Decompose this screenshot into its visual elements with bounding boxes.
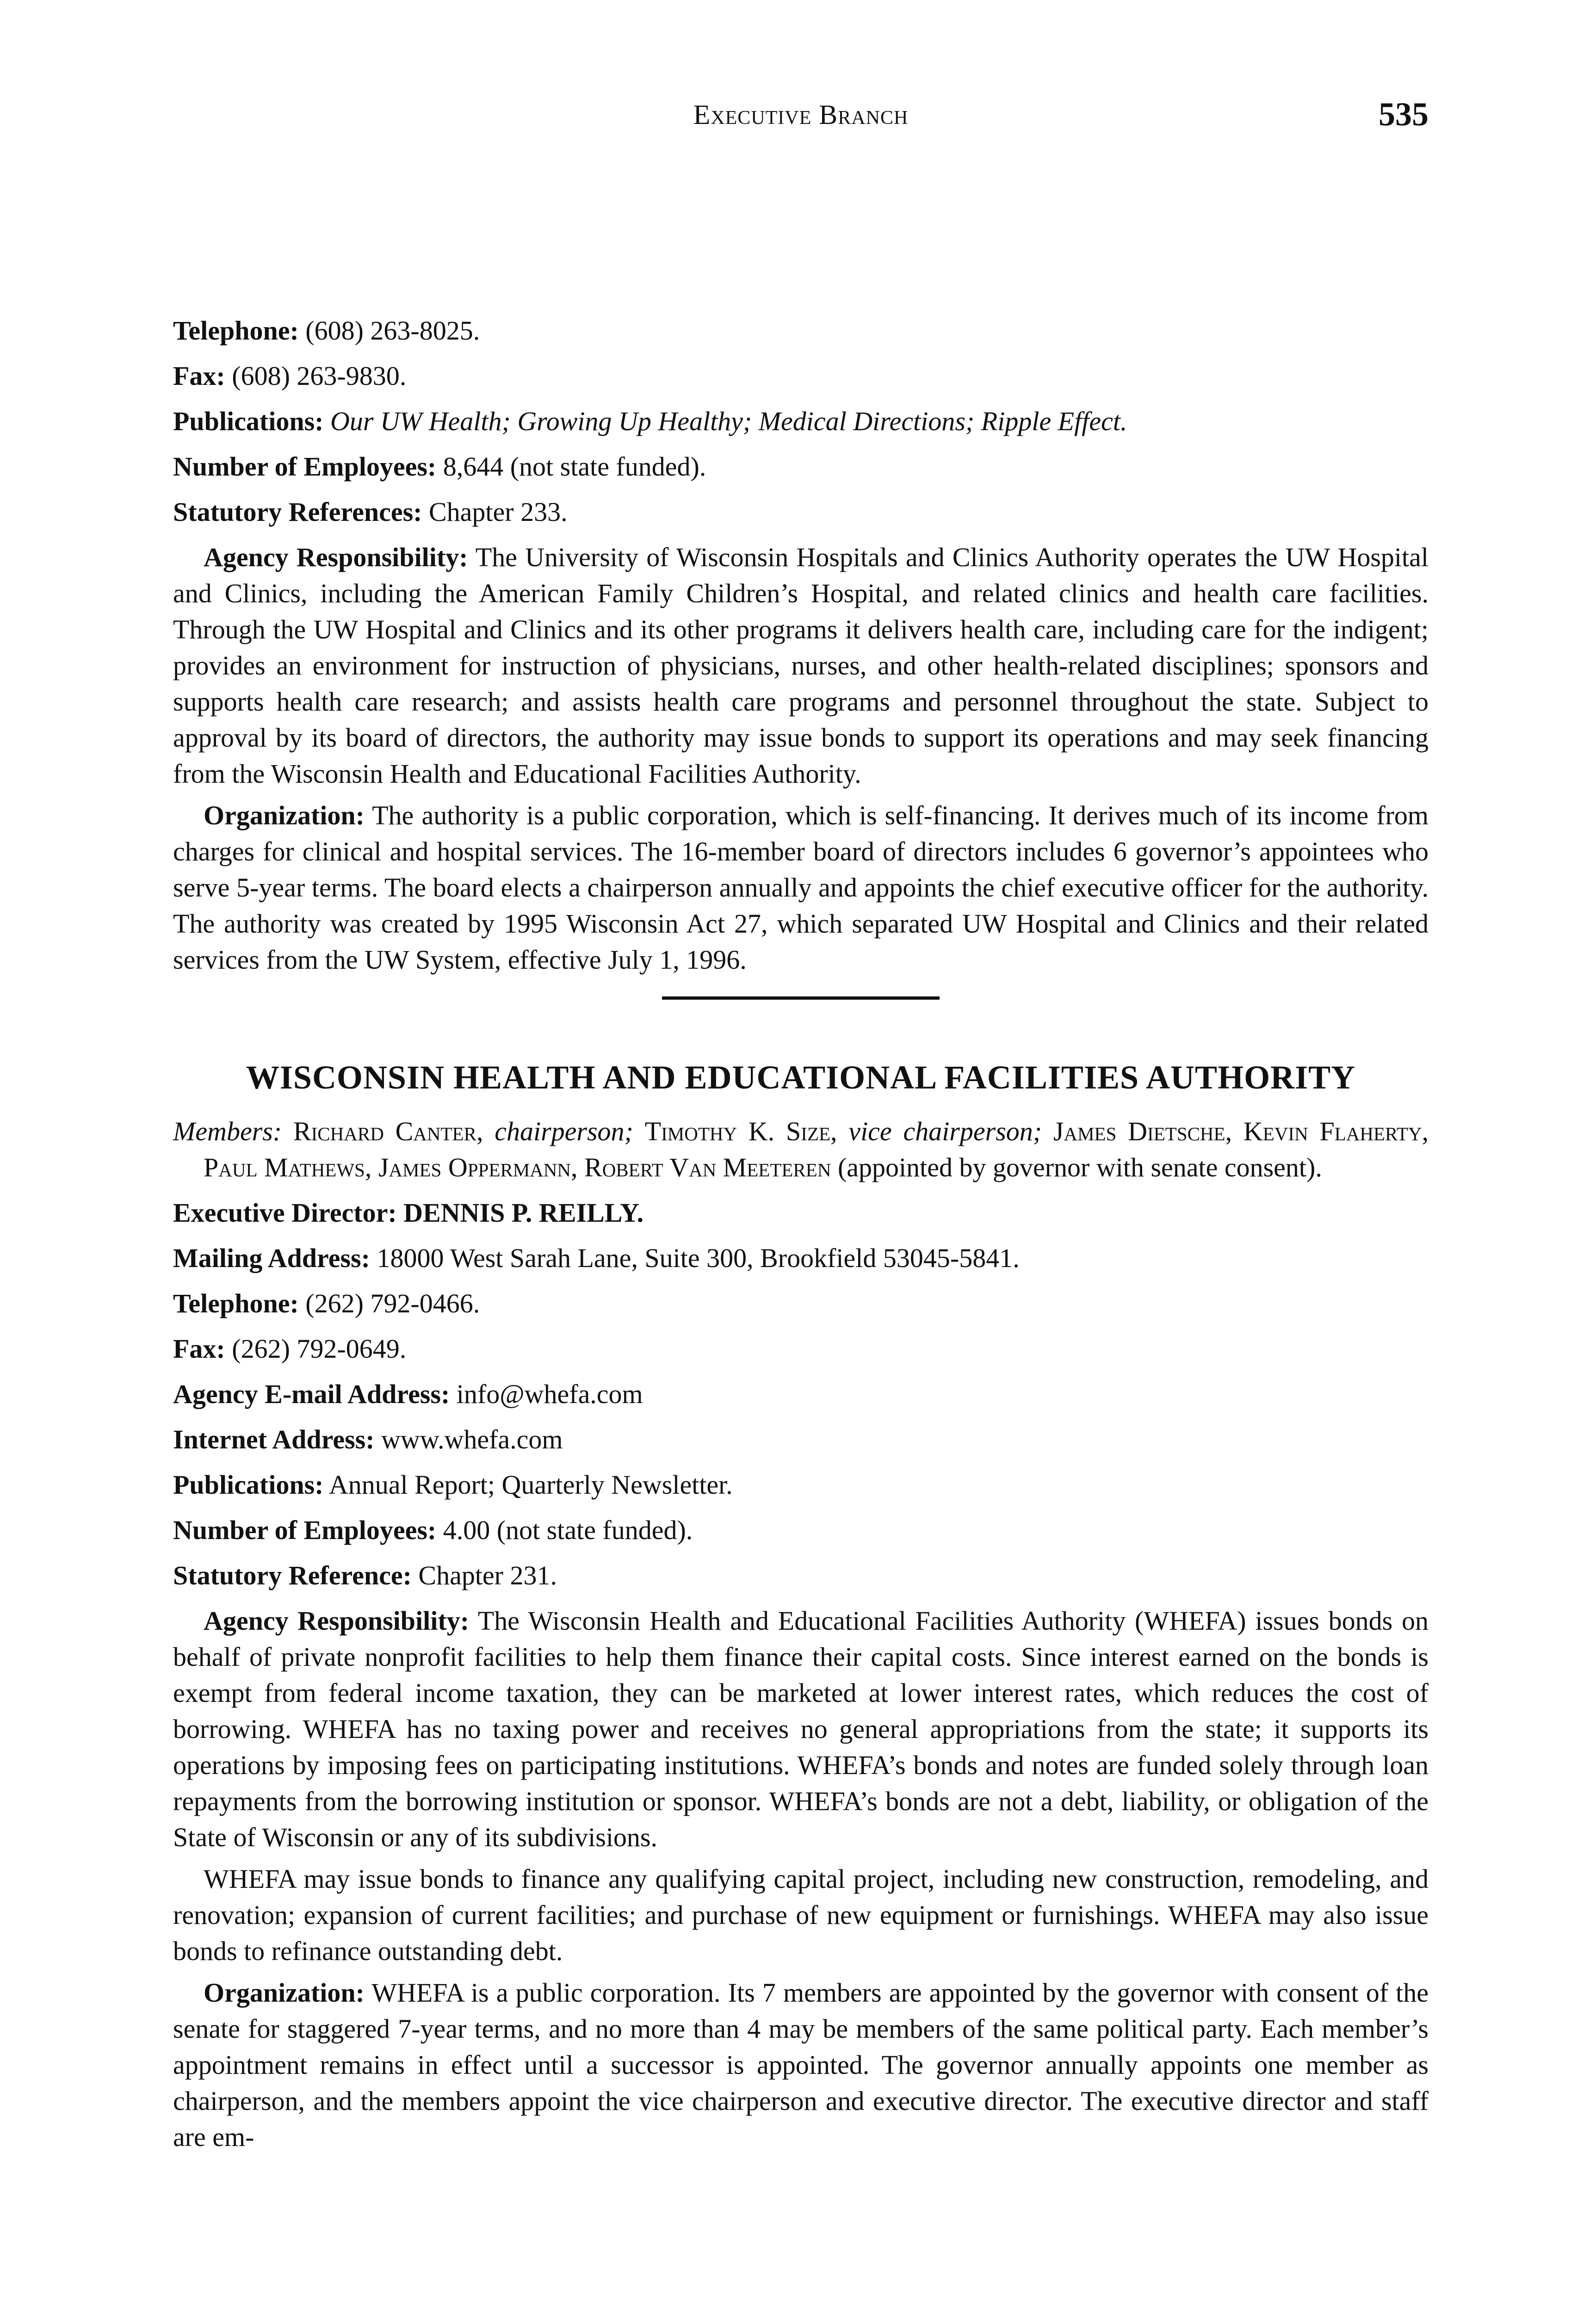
whefa-publications-label: Publications: xyxy=(173,1470,324,1500)
whefa-responsibility xyxy=(173,1603,1429,1855)
uwhc-organization xyxy=(173,798,1429,978)
whefa-organization-text: WHEFA is a public corporation. Its 7 members are appointed by the governor with consent of the senate for staggered 7-year terms, and no more than 4 may be members of the same political party. Each member’s appointment remains in effect until a successor is appointed. The governor annually appoints one member as chairperson, and the members appoint the vice chairperson and executive director. The executive director and staff are em- xyxy=(173,1978,1429,2152)
uwhc-section xyxy=(173,313,1429,978)
whefa-responsibility-text: The Wisconsin Health and Educational Facilities Authority (WHEFA) issues bonds on behalf of private nonprofit facilities to help them finance their capital costs. Since interest earned on the bonds is exempt from federal income taxation, they can be marketed at lower interest rates, which reduces the cost of borrowing. WHEFA has no taxing power and receives no general appropriations from the state; it supports its operations by imposing fees on participating institutions. WHEFA’s bonds and notes are funded solely through loan repayments from the borrowing institution or sponsor. WHEFA’s bonds are not a debt, liability, or obligation of the State of Wisconsin or any of its subdivisions. xyxy=(173,1606,1429,1852)
whefa-employees-value: 4.00 (not state funded). xyxy=(443,1515,693,1545)
uwhc-fax xyxy=(173,358,1429,394)
uwhc-organization-text: The authority is a public corporation, which is self-financing. It derives much of its income from charges for clinical and hospital services. The 16-member board of directors includes 6 governor’s appointees who serve 5-year terms. The board elects a chairperson annually and appoints the chief executive officer for the authority. The authority was created by 1995 Wisconsin Act 27, which separated UW Hospital and Clinics and their related services from the UW System, effective July 1, 1996. xyxy=(173,800,1429,975)
uwhc-publications-value: Our UW Health; Growing Up Healthy; Medical Directions; Ripple Effect. xyxy=(330,406,1127,436)
uwhc-statutory-value: Chapter 233. xyxy=(428,497,568,527)
whefa-statutory-label: Statutory Reference: xyxy=(173,1560,412,1590)
whefa-projects: WHEFA may issue bonds to finance any qualifying capital project, including new construction, remodeling, and renovation; expansion of current facilities; and purchase of new equipment or furnishings. WHEFA may also issue bonds to refinance outstanding debt. xyxy=(173,1864,1429,1966)
member-name: James Dietsche xyxy=(1053,1116,1225,1146)
member-role: vice chairperson; xyxy=(848,1116,1042,1146)
member-name: Richard Canter xyxy=(293,1116,476,1146)
whefa-telephone-value: (262) 792-0466. xyxy=(305,1288,480,1318)
whefa-telephone-label: Telephone: xyxy=(173,1288,299,1318)
whefa-mailing-label: Mailing Address: xyxy=(173,1243,370,1273)
whefa-responsibility-label: Agency Responsibility: xyxy=(204,1606,470,1636)
whefa-members: Members: Richard Canter, chairperson; Timothy K. Size, vice chairperson; James Dietsche, Kevin Flaherty, Paul Mathews, James Oppermann, Robert Van Meeteren (appointed by governor with senate consent). xyxy=(173,1116,1429,1182)
page-number: 535 xyxy=(1379,96,1429,133)
uwhc-statutory-label: Statutory References: xyxy=(173,497,422,527)
whefa-fax xyxy=(173,1331,1429,1367)
whefa-employees-label: Number of Employees: xyxy=(173,1515,437,1545)
whefa-director-value: DENNIS P. REILLY. xyxy=(403,1198,644,1228)
whefa-section xyxy=(173,1057,1429,2155)
member-name: James Oppermann xyxy=(378,1152,571,1182)
member-name: Paul Mathews xyxy=(204,1152,365,1182)
uwhc-publications xyxy=(173,403,1429,439)
whefa-organization xyxy=(173,1975,1429,2155)
whefa-publications-value: Annual Report; Quarterly Newsletter. xyxy=(328,1470,733,1500)
uwhc-employees xyxy=(173,449,1429,485)
whefa-mailing xyxy=(173,1240,1429,1276)
document-page xyxy=(173,93,1429,2155)
member-name: Robert Van Meeteren xyxy=(584,1152,831,1182)
uwhc-statutory xyxy=(173,494,1429,530)
member-role: chairperson; xyxy=(495,1116,633,1146)
whefa-statutory-value: Chapter 231. xyxy=(418,1560,557,1590)
whefa-employees xyxy=(173,1512,1429,1548)
uwhc-responsibility xyxy=(173,539,1429,792)
whefa-fax-label: Fax: xyxy=(173,1334,225,1364)
section-divider xyxy=(662,996,940,1000)
uwhc-responsibility-text: The University of Wisconsin Hospitals and Clinics Authority operates the UW Hospital and Clinics, including the American Family Children’s Hospital, and related clinics and health care facilities. Through the UW Hospital and Clinics and its other programs it delivers health care, including care for the indigent; provides an environment for instruction of physicians, nurses, and other health-related disciplines; sponsors and supports health care research; and assists health care programs and personnel throughout the state. Subject to approval by its board of directors, the authority may issue bonds to support its operations and may seek financing from the Wisconsin Health and Educational Facilities Authority. xyxy=(173,542,1429,789)
whefa-director-label: Executive Director: xyxy=(173,1198,397,1228)
whefa-telephone xyxy=(173,1286,1429,1322)
members-note: (appointed by governor with senate consent). xyxy=(837,1152,1322,1182)
whefa-members-label: Members: xyxy=(173,1116,282,1146)
uwhc-responsibility-label: Agency Responsibility: xyxy=(204,542,468,572)
whefa-publications xyxy=(173,1467,1429,1503)
whefa-director xyxy=(173,1195,1429,1231)
uwhc-telephone-value: (608) 263-8025. xyxy=(305,315,480,346)
member-name: Timothy K. Size xyxy=(644,1116,831,1146)
whefa-organization-label: Organization: xyxy=(204,1978,365,2008)
running-title: Executive Branch xyxy=(693,99,909,130)
whefa-email xyxy=(173,1376,1429,1412)
uwhc-telephone-label: Telephone: xyxy=(173,315,299,346)
whefa-internet xyxy=(173,1422,1429,1458)
whefa-internet-label: Internet Address: xyxy=(173,1424,375,1454)
uwhc-organization-label: Organization: xyxy=(204,800,365,830)
whefa-statutory xyxy=(173,1558,1429,1594)
whefa-email-label: Agency E-mail Address: xyxy=(173,1379,450,1409)
uwhc-fax-label: Fax: xyxy=(173,361,225,391)
uwhc-employees-value: 8,644 (not state funded). xyxy=(443,451,706,482)
uwhc-telephone xyxy=(173,313,1429,349)
whefa-fax-value: (262) 792-0649. xyxy=(232,1334,407,1364)
uwhc-fax-value: (608) 263-9830. xyxy=(232,361,407,391)
whefa-mailing-value: 18000 West Sarah Lane, Suite 300, Brookfield 53045-5841. xyxy=(377,1243,1020,1273)
uwhc-publications-label: Publications: xyxy=(173,406,324,436)
member-name: Kevin Flaherty xyxy=(1243,1116,1422,1146)
whefa-internet-value: www.whefa.com xyxy=(381,1424,563,1454)
whefa-heading: WISCONSIN HEALTH AND EDUCATIONAL FACILITIES AUTHORITY xyxy=(246,1059,1356,1096)
uwhc-employees-label: Number of Employees: xyxy=(173,451,437,482)
running-head xyxy=(173,93,1429,148)
whefa-email-value: info@whefa.com xyxy=(456,1379,643,1409)
